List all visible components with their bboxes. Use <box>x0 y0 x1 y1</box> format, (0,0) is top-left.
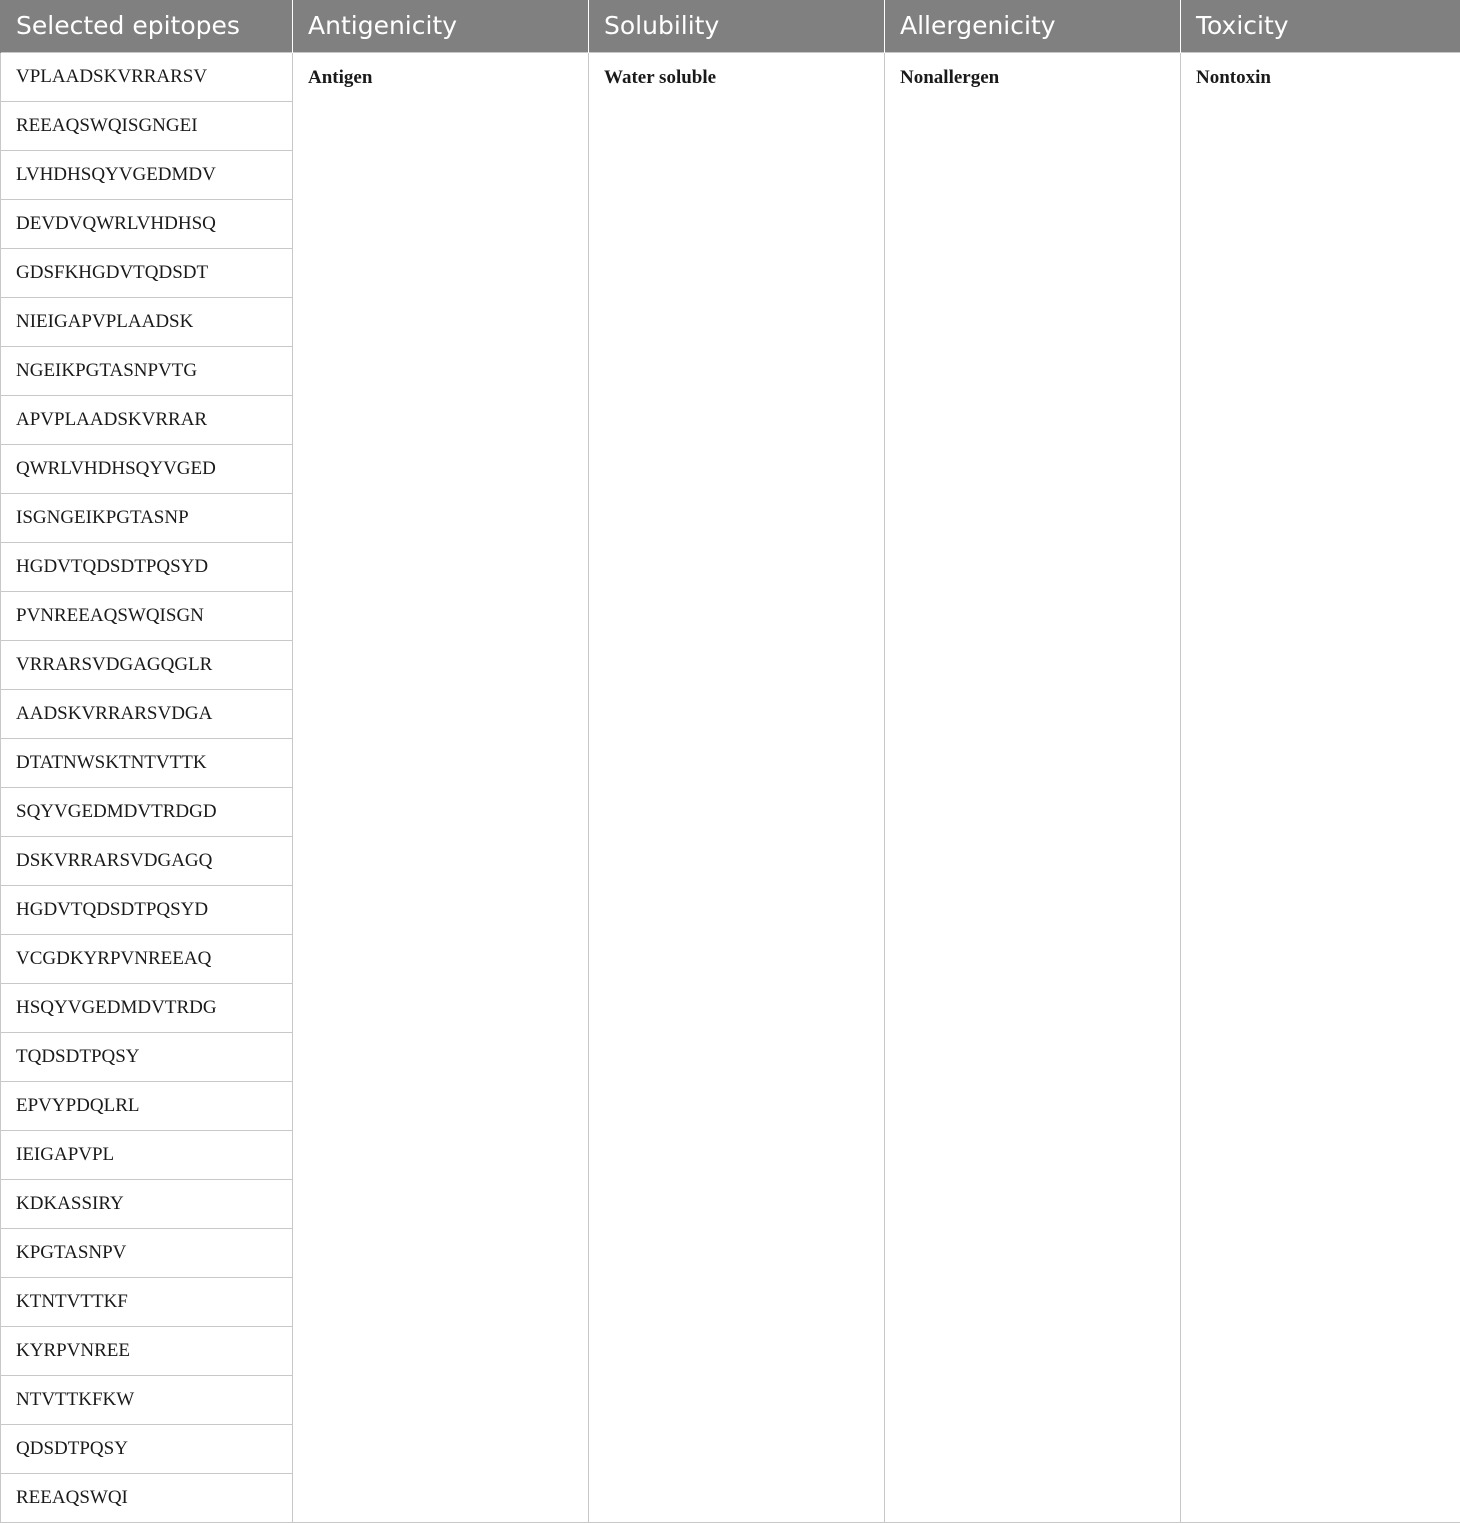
epitope-cell: HGDVTQDSDTPQSYD <box>1 885 293 934</box>
epitope-cell: VPLAADSKVRRARSV <box>1 52 293 101</box>
epitope-cell: HSQYVGEDMDVTRDG <box>1 983 293 1032</box>
header-toxicity: Toxicity <box>1181 0 1460 52</box>
epitope-cell: QWRLVHDHSQYVGED <box>1 444 293 493</box>
epitope-cell: KYRPVNREE <box>1 1326 293 1375</box>
epitope-cell: KDKASSIRY <box>1 1179 293 1228</box>
epitope-cell: PVNREEAQSWQISGN <box>1 591 293 640</box>
solubility-value: Water soluble <box>589 52 885 1522</box>
epitope-cell: NGEIKPGTASNPVTG <box>1 346 293 395</box>
header-selected-epitopes: Selected epitopes <box>1 0 293 52</box>
table-header-row <box>1 0 1460 52</box>
epitope-cell: DEVDVQWRLVHDHSQ <box>1 199 293 248</box>
header-solubility: Solubility <box>589 0 885 52</box>
table-row <box>1 52 1460 101</box>
epitope-cell: KTNTVTTKF <box>1 1277 293 1326</box>
epitope-cell: VRRARSVDGAGQGLR <box>1 640 293 689</box>
epitope-cell: GDSFKHGDVTQDSDT <box>1 248 293 297</box>
allergenicity-value: Nonallergen <box>885 52 1181 1522</box>
epitope-cell: ISGNGEIKPGTASNP <box>1 493 293 542</box>
header-antigenicity: Antigenicity <box>293 0 589 52</box>
epitope-cell: KPGTASNPV <box>1 1228 293 1277</box>
epitope-cell: AADSKVRRARSVDGA <box>1 689 293 738</box>
epitope-cell: NIEIGAPVPLAADSK <box>1 297 293 346</box>
epitope-cell: DSKVRRARSVDGAGQ <box>1 836 293 885</box>
toxicity-value: Nontoxin <box>1181 52 1460 1522</box>
epitope-cell: SQYVGEDMDVTRDGD <box>1 787 293 836</box>
epitope-cell: DTATNWSKTNTVTTK <box>1 738 293 787</box>
epitope-cell: EPVYPDQLRL <box>1 1081 293 1130</box>
epitope-cell: LVHDHSQYVGEDMDV <box>1 150 293 199</box>
epitope-cell: QDSDTPQSY <box>1 1424 293 1473</box>
header-allergenicity: Allergenicity <box>885 0 1181 52</box>
epitope-cell: APVPLAADSKVRRAR <box>1 395 293 444</box>
epitope-cell: IEIGAPVPL <box>1 1130 293 1179</box>
epitope-cell: TQDSDTPQSY <box>1 1032 293 1081</box>
antigenicity-value: Antigen <box>293 52 589 1522</box>
epitope-cell: HGDVTQDSDTPQSYD <box>1 542 293 591</box>
epitope-cell: VCGDKYRPVNREEAQ <box>1 934 293 983</box>
epitope-cell: NTVTTKFKW <box>1 1375 293 1424</box>
epitope-cell: REEAQSWQISGNGEI <box>1 101 293 150</box>
epitope-cell: REEAQSWQI <box>1 1473 293 1522</box>
